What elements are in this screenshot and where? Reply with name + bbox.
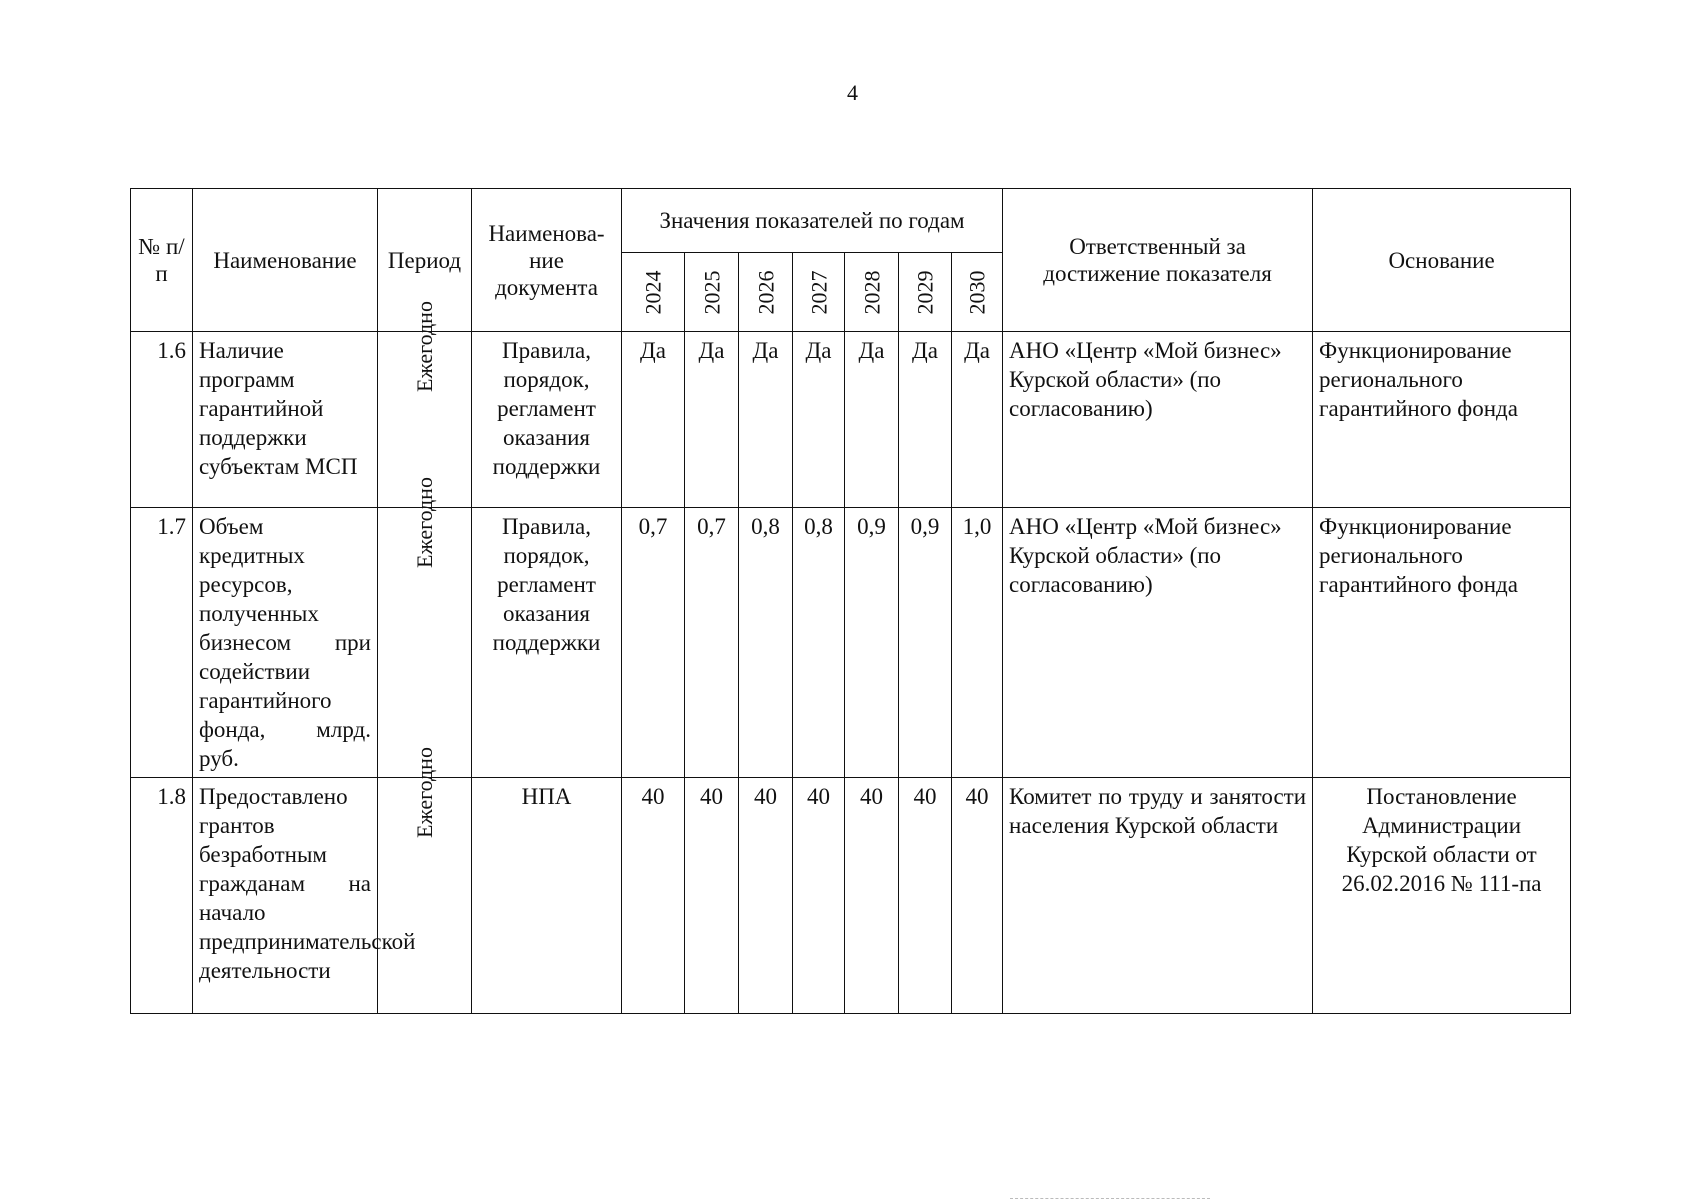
row-value: Да (793, 332, 845, 508)
row-period-cell (378, 477, 472, 778)
page-number: 4 (847, 80, 858, 105)
row-value: Да (952, 332, 1003, 508)
year-label: 2027 (806, 270, 831, 314)
row-responsible: АНО «Центр «Мой бизнес» Курской области» (по согласованию) (1003, 332, 1313, 508)
row-responsible: Комитет по труду и занятости населения Курской области (1003, 778, 1313, 1014)
row-value: Да (685, 332, 739, 508)
row-period: Ежегодно (411, 477, 437, 568)
row-value: 40 (622, 778, 685, 1014)
year-label: 2028 (859, 270, 884, 314)
header-year (845, 253, 899, 332)
row-value: 40 (845, 778, 899, 1014)
year-label: 2030 (964, 270, 990, 314)
row-value: 0,9 (899, 508, 952, 778)
table-row (131, 778, 1571, 1014)
row-value: 0,8 (793, 508, 845, 778)
row-value: 40 (739, 778, 793, 1014)
row-value: Да (899, 332, 952, 508)
indicators-table (130, 188, 1571, 1014)
year-label: 2024 (640, 270, 666, 314)
row-document: НПА (472, 778, 622, 1014)
header-year (739, 253, 793, 332)
row-value: Да (845, 332, 899, 508)
row-value: 0,7 (622, 508, 685, 778)
row-value: 0,7 (685, 508, 739, 778)
row-basis: Функционирование регионального гарантийного фонда (1313, 508, 1571, 778)
row-value: Да (739, 332, 793, 508)
header-num: № п/п (131, 189, 193, 332)
header-year (685, 253, 739, 332)
row-value: 40 (899, 778, 952, 1014)
row-number: 1.8 (131, 778, 193, 1014)
row-value: 40 (952, 778, 1003, 1014)
header-year (899, 253, 952, 332)
header-name: Наименование (193, 189, 378, 332)
year-label: 2026 (753, 270, 778, 314)
header-years-title: Значения показателей по годам (622, 189, 1003, 253)
row-period: Ежегодно (411, 301, 437, 392)
row-value: 0,9 (845, 508, 899, 778)
year-label: 2029 (912, 270, 938, 314)
row-name: Наличие программ гарантийной поддержки субъектам МСП (193, 332, 378, 508)
row-document: Правила, порядок, регламент оказания поддержки (472, 332, 622, 508)
row-value: Да (622, 332, 685, 508)
table-row (131, 332, 1571, 508)
header-year (793, 253, 845, 332)
header-period: Период (378, 189, 472, 332)
row-document: Правила, порядок, регламент оказания поддержки (472, 508, 622, 778)
row-name: Предоставлено грантов безработным гражданам на начало предпринимательской деятельности (193, 778, 378, 1014)
year-label: 2025 (699, 270, 724, 314)
table-row (131, 508, 1571, 778)
row-value: 0,8 (739, 508, 793, 778)
row-period: Ежегодно (411, 747, 437, 838)
header-responsible: Ответственный за достижение показателя (1003, 189, 1313, 332)
row-basis: Постановление Администрации Курской области от 26.02.2016 № 111-па (1313, 778, 1571, 1014)
row-value: 1,0 (952, 508, 1003, 778)
row-name: Объем кредитных ресурсов, полученных бизнесом при содействии гарантийного фонда, млрд. руб. (193, 508, 378, 778)
row-value: 40 (793, 778, 845, 1014)
header-row (131, 189, 1571, 253)
row-number: 1.7 (131, 508, 193, 778)
row-number: 1.6 (131, 332, 193, 508)
row-period-cell (378, 747, 472, 1014)
header-basis: Основание (1313, 189, 1571, 332)
header-year (622, 253, 685, 332)
header-year (952, 253, 1003, 332)
row-basis: Функционирование регионального гарантийного фонда (1313, 332, 1571, 508)
row-responsible: АНО «Центр «Мой бизнес» Курской области» (по согласованию) (1003, 508, 1313, 778)
row-value: 40 (685, 778, 739, 1014)
header-document: Наименова-ние документа (472, 189, 622, 332)
